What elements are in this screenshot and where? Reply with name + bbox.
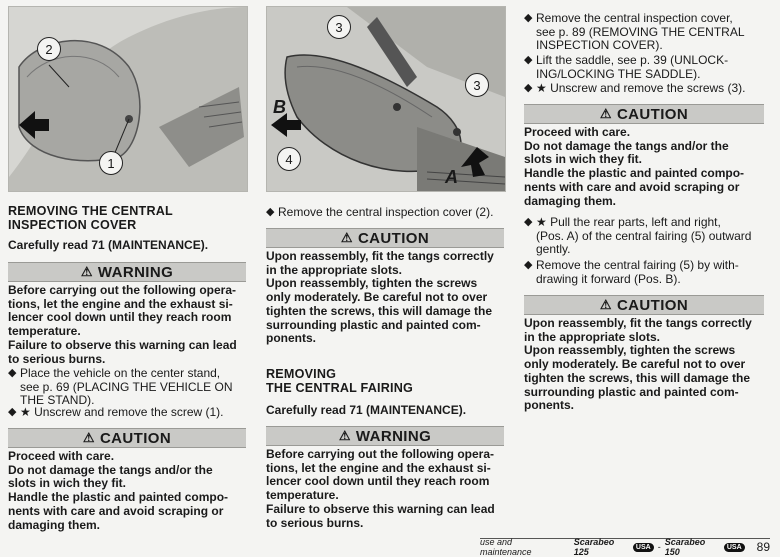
text-line: lencer cool down until they reach room [266, 474, 490, 489]
bullet-diamond-icon: ◆ [524, 82, 533, 94]
text-line: INSPECTION COVER). [536, 38, 663, 53]
bullet-diamond-icon: ◆ [524, 54, 533, 66]
text-line: Do not damage the tangs and/or the [524, 138, 729, 153]
text-line: damaging them. [8, 517, 101, 532]
position-a-label: A [445, 167, 458, 187]
text-line: Remove the central inspection cover, [536, 11, 733, 25]
warning-triangle-icon: ⚠ [340, 230, 353, 245]
text-line: Do not damage the tangs and/or the [8, 462, 213, 477]
text-line: Place the vehicle on the center stand, [20, 366, 221, 380]
text-line: Upon reassembly, fit the tangs correctly [524, 316, 752, 330]
text-line: nents with care and avoid scraping or [524, 179, 740, 194]
callout-1: 1 [99, 151, 123, 175]
bullet-diamond-icon: ◆ [524, 259, 533, 271]
text-line: Handle the plastic and painted compo- [8, 490, 229, 505]
usa-badge-icon: USA [633, 543, 654, 552]
text-line: lencer cool down until they reach room [8, 310, 232, 325]
text-line: Upon reassembly, tighten the screws [266, 276, 478, 291]
text-line: see p. 89 (REMOVING THE CENTRAL [536, 24, 745, 39]
warning-label: WARNING [97, 263, 174, 281]
warning-text [8, 284, 237, 366]
bullet-place-vehicle [8, 367, 256, 408]
text-line: surrounding plastic and painted com- [266, 317, 481, 332]
text-line: ★ Pull the rear parts, left and right, [536, 215, 721, 229]
caution-text [266, 250, 494, 346]
text-line: Handle the plastic and painted compo- [524, 166, 745, 181]
bullet-diamond-icon: ◆ [8, 367, 17, 379]
heading-line: REMOVING THE CENTRAL [8, 204, 173, 218]
footer-model-2: Scarabeo 150 [664, 537, 706, 557]
text-line: (Pos. A) of the central fairing (5) outward [536, 228, 752, 243]
text-line: gently. [536, 242, 571, 257]
warning-banner [266, 426, 504, 446]
warning-label: WARNING [355, 427, 432, 445]
text-line: Proceed with care. [8, 449, 115, 463]
text-line: see p. 69 (PLACING THE VEHICLE ON [20, 379, 233, 394]
text-line: tighten the screws, this will damage the [266, 303, 493, 318]
bullet-diamond-icon: ◆ [8, 406, 17, 418]
warning-triangle-icon: ⚠ [80, 264, 93, 279]
text-line: only moderately. Be careful not to over [266, 290, 488, 305]
text-line: damaging them. [524, 193, 617, 208]
caution-label: CAUTION [99, 429, 172, 447]
text-line: ponents. [524, 398, 574, 413]
warning-triangle-icon: ⚠ [82, 430, 95, 445]
text-line: slots in wich they fit. [8, 476, 127, 491]
text-line: THE STAND). [20, 393, 95, 408]
text-line: tighten the screws, this will damage the [524, 370, 751, 385]
text-line: only moderately. Be careful not to over [524, 357, 746, 372]
text-line: in the appropriate slots. [266, 262, 403, 277]
text-line: temperature. [8, 324, 81, 339]
text-line: tions, let the engine and the exhaust si- [8, 296, 233, 311]
text-line: Failure to observe this warning can lead [8, 337, 237, 352]
text-line: ★ Unscrew and remove the screw (1). [20, 405, 224, 419]
warning-triangle-icon: ⚠ [599, 106, 612, 121]
warning-banner [8, 262, 246, 282]
footer-section: use and maintenance [480, 537, 532, 557]
bullet-diamond-icon: ◆ [524, 12, 533, 24]
callout-4: 4 [277, 147, 301, 171]
page-footer [480, 537, 770, 557]
figure-central-fairing [266, 6, 506, 192]
text-line: Before carrying out the following opera- [8, 283, 237, 297]
text-line: ★ Unscrew and remove the screws (3). [536, 81, 746, 95]
text-line: nents with care and avoid scraping or [8, 503, 224, 518]
text-line: Upon reassembly, tighten the screws [524, 343, 736, 358]
bullet-remove-fairing [524, 259, 776, 286]
heading-line: THE CENTRAL FAIRING [266, 381, 413, 395]
bullet-pull-rear-parts [524, 216, 776, 257]
caution-banner-2 [524, 295, 764, 315]
section-heading-inspection-cover [8, 204, 173, 232]
text-line: ING/LOCKING THE SADDLE). [536, 66, 701, 81]
caution-banner [8, 428, 246, 448]
bullet-diamond-icon: ◆ [524, 216, 533, 228]
text-line: Remove the central inspection cover (2). [278, 205, 494, 219]
text-line: drawing it forward (Pos. B). [536, 271, 681, 286]
callout-3-top: 3 [327, 15, 351, 39]
read-note: Carefully read 71 (MAINTENANCE). [8, 238, 209, 252]
text-line: to serious burns. [266, 515, 364, 530]
text-line: to serious burns. [8, 351, 106, 366]
caution-label: CAUTION [616, 296, 689, 314]
bullet-diamond-icon: ◆ [266, 206, 275, 218]
bullet-remove-inspection-cover [524, 12, 776, 53]
caution-text-2 [524, 317, 752, 413]
usa-badge-icon: USA [724, 543, 745, 552]
bullet-unscrew-screw [8, 406, 256, 420]
text-line: Proceed with care. [524, 125, 631, 139]
bullet-remove-cover [266, 206, 516, 220]
read-note: Carefully read 71 (MAINTENANCE). [266, 403, 467, 417]
text-line: Remove the central fairing (5) by with- [536, 258, 739, 272]
text-line: in the appropriate slots. [524, 329, 661, 344]
caution-banner [524, 104, 764, 124]
caution-label: CAUTION [357, 229, 430, 247]
text-line: Before carrying out the following opera- [266, 447, 495, 461]
position-b-label: B [273, 97, 286, 117]
caution-label: CAUTION [616, 105, 689, 123]
section-heading-central-fairing [266, 367, 413, 395]
callout-2: 2 [37, 37, 61, 61]
text-line: Lift the saddle, see p. 39 (UNLOCK- [536, 53, 729, 67]
caution-text [524, 126, 744, 208]
footer-separator: - [657, 542, 661, 552]
bullet-lift-saddle [524, 54, 776, 81]
figure-inspection-cover [8, 6, 248, 192]
page-number: 89 [756, 540, 770, 554]
callout-3-right: 3 [465, 73, 489, 97]
warning-triangle-icon: ⚠ [599, 297, 612, 312]
warning-text [266, 448, 495, 530]
warning-triangle-icon: ⚠ [338, 428, 351, 443]
text-line: ponents. [266, 331, 316, 346]
heading-line: INSPECTION COVER [8, 218, 137, 232]
text-line: slots in wich they fit. [524, 152, 643, 167]
caution-text [8, 450, 228, 532]
text-line: Failure to observe this warning can lead [266, 501, 495, 516]
bullet-unscrew-screws [524, 82, 776, 96]
text-line: temperature. [266, 488, 339, 503]
heading-line: REMOVING [266, 367, 337, 381]
text-line: tions, let the engine and the exhaust si- [266, 460, 491, 475]
text-line: Upon reassembly, fit the tangs correctly [266, 249, 494, 263]
footer-model-1: Scarabeo 125 [573, 537, 615, 557]
text-line: surrounding plastic and painted com- [524, 384, 739, 399]
caution-banner [266, 228, 504, 248]
